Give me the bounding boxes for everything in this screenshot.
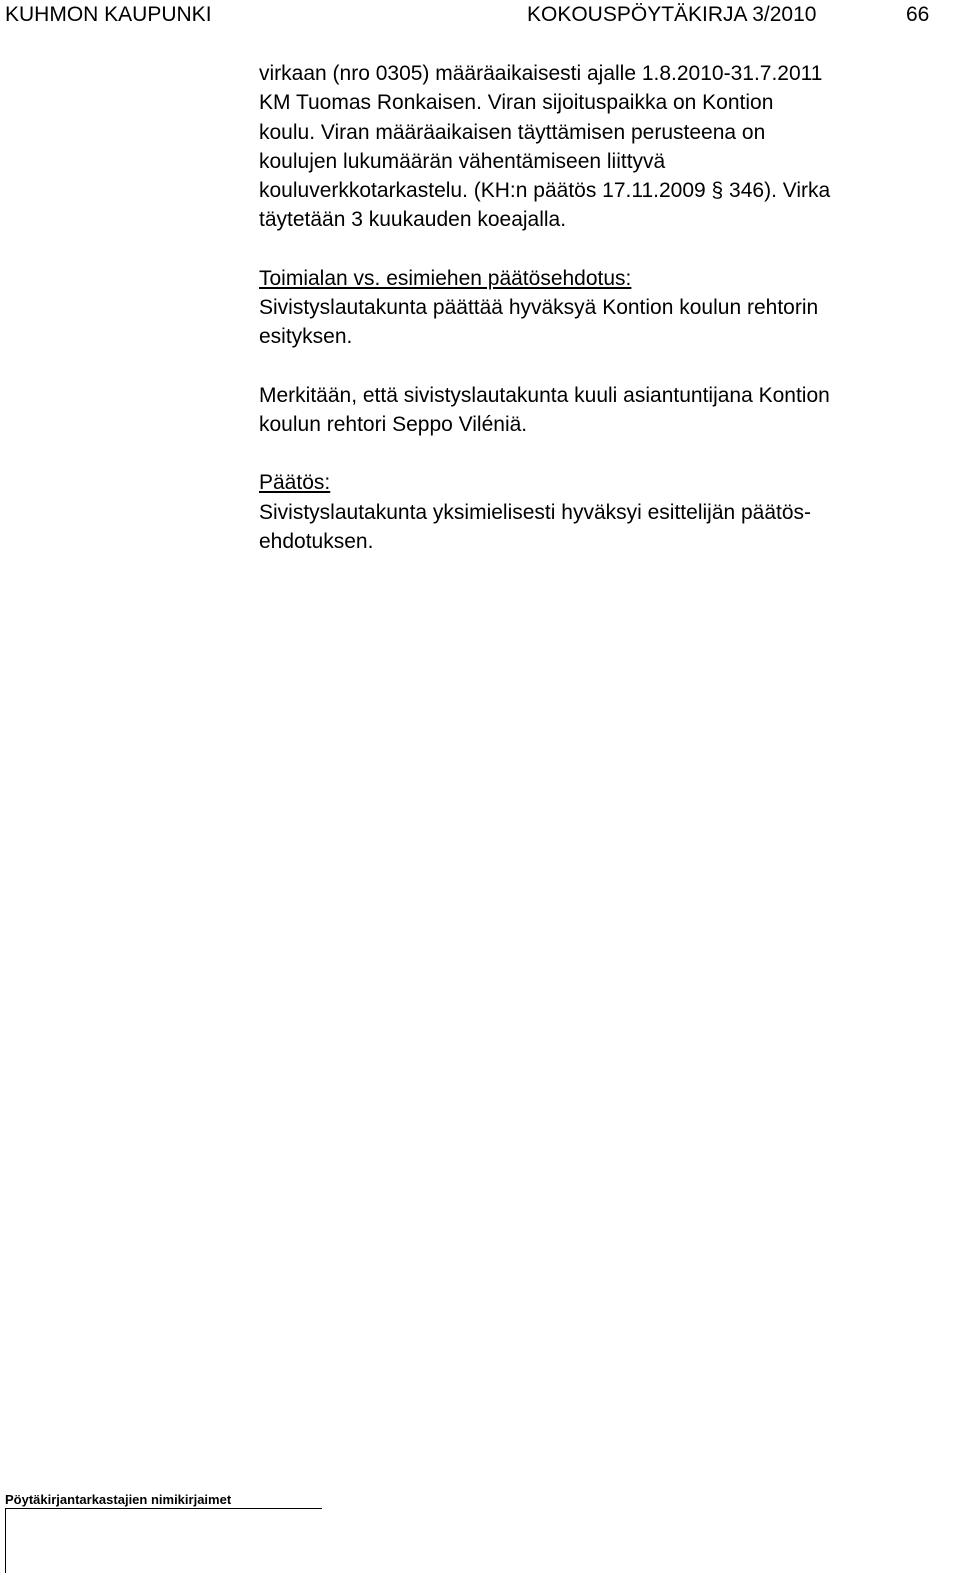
paragraph-decision <box>259 468 959 556</box>
inspectors-initials-label: Pöytäkirjantarkastajien nimikirjaimet <box>5 1492 232 1507</box>
page-number: 66 <box>906 3 930 26</box>
paragraph-line: ehdotuksen. <box>259 529 374 553</box>
paragraph-note <box>259 381 959 440</box>
paragraph-line: Sivistyslautakunta yksimielisesti hyväksyi esittelijän päätös- <box>259 500 812 524</box>
document-body <box>259 59 959 585</box>
paragraph-line: Merkitään, että sivistyslautakunta kuuli asiantuntijana Kontion <box>259 383 830 407</box>
document-title: KOKOUSPÖYTÄKIRJA 3/2010 <box>527 3 817 26</box>
decision-heading: Päätös: <box>259 471 331 495</box>
initials-box <box>5 1508 322 1573</box>
paragraph-line: KM Tuomas Ronkaisen. Viran sijoituspaikka on Kontion <box>259 91 774 115</box>
paragraph-line: koulun rehtori Seppo Viléniä. <box>259 412 528 436</box>
paragraph-proposal <box>259 264 959 352</box>
paragraph-line: esityksen. <box>259 325 353 349</box>
paragraph-line: kouluverkkotarkastelu. (KH:n päätös 17.11.2009 § 346). Virka <box>259 179 831 203</box>
proposal-heading: Toimialan vs. esimiehen päätösehdotus: <box>259 266 632 290</box>
organization-name: KUHMON KAUPUNKI <box>5 3 212 26</box>
paragraph-line: koulu. Viran määräaikaisen täyttämisen perusteena on <box>259 120 766 144</box>
page-header <box>0 1 960 29</box>
paragraph-appointment <box>259 59 959 235</box>
paragraph-line: koulujen lukumäärän vähentämiseen liittyvä <box>259 149 666 173</box>
paragraph-line: virkaan (nro 0305) määräaikaisesti ajalle 1.8.2010-31.7.2011 <box>259 62 823 85</box>
paragraph-line: täytetään 3 kuukauden koeajalla. <box>259 208 567 232</box>
page-footer <box>5 1492 335 1508</box>
paragraph-line: Sivistyslautakunta päättää hyväksyä Kontion koulun rehtorin <box>259 296 819 320</box>
